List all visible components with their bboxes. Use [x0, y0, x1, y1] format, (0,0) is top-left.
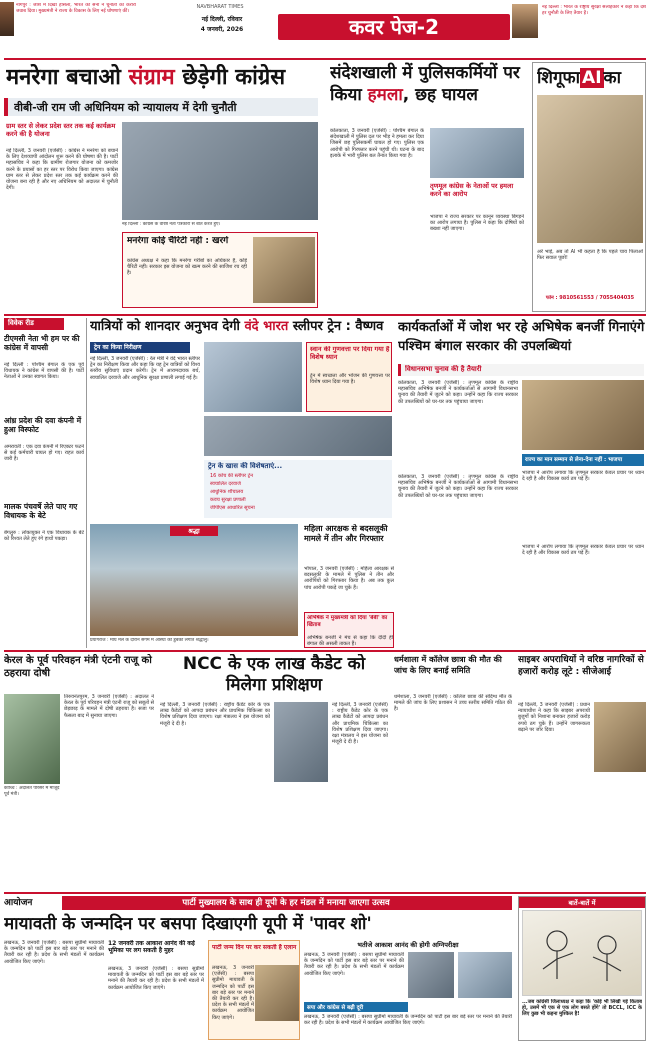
dharmshala-body: धर्मशाला, 3 जनवरी (एजेंसी) : कॉलेज छात्रा की संदिग्ध मौत के मामले की जांच के लिए प्रशासन ने उच्च स्तरीय समिति गठित की है। — [394, 694, 512, 713]
vandebharat-body: नई दिल्ली, 3 जनवरी (एजेंसी) : रेल मंत्री ने वंदे भारत स्लीपर ट्रेन का निरीक्षण किया और कहा कि यह ट्रेन यात्रियों को विश्व स्तरीय सुविधाएं प्रदान करेगी। ट्रेन में आरामदायक बर्थ, स्वचालित दरवाजे और आधुनिक सुरक्षा प्रणाली लगाई गई है। — [90, 356, 200, 381]
cyber-photo — [594, 702, 646, 772]
masthead-right-blurb: नई दिल्ली : भारत के राष्ट्रीय सुरक्षा सलाहकार ने कहा कि देश हर चुनौती के लिए तैयार है। — [542, 5, 646, 16]
abhishek-photo — [522, 380, 644, 450]
aayojan-body: लखनऊ, 3 जनवरी (एजेंसी) : बसपा सुप्रीमो मायावती के जन्मदिन को पार्टी इस बार बड़े स्तर पर मनाने की तैयारी कर रही है। प्रदेश के सभी मंडलों में कार्यक्रम आयोजित किए जाएंगे। — [4, 940, 104, 965]
sandeshkhali-headline — [330, 62, 526, 120]
aayojan-strap: पार्टी मुख्यालय के साथ ही यूपी के हर मंडल में मनाया जाएगा उत्सव — [182, 898, 390, 908]
shigufa-title-c: का — [603, 68, 621, 88]
masthead-date: 4 जनवरी, 2026 — [200, 26, 244, 33]
story-crime — [304, 524, 394, 648]
masthead-left-photo — [0, 2, 14, 36]
aayojan-sub2: पार्टी जन्म दिन पर कर सकती है एलान — [212, 944, 297, 951]
mgnrega-subhead-bar — [4, 98, 318, 116]
inset-body: कांग्रेस अध्यक्ष ने कहा कि मनरेगा गरीबों का अधिकार है, कोई चैरिटी नहीं। सरकार इस योजना को खत्म करने की साजिश रच रही है। — [127, 258, 247, 277]
feature-3: कवच सुरक्षा प्रणाली — [210, 497, 246, 503]
mgnrega-headline-a: मनरेगा बचाओ — [6, 65, 129, 90]
abhishek-tag: विधानसभा चुनाव की है तैयारी — [405, 365, 482, 373]
vandebharat-features — [204, 460, 392, 518]
rule-3 — [4, 892, 646, 894]
shigufa-image — [537, 95, 643, 243]
vivek-body3: बेंगलुरु : लोकायुक्त ने एक विधायक के बेटे को रिश्वत लेते हुए रंगे हाथों पकड़ा। — [4, 530, 84, 543]
abhishek-headline: कार्यकर्ताओं में जोश भर रहे अभिषेक बनर्जी गिनाएंगे पश्चिम बंगाल सरकार की उपलब्धियां — [398, 320, 645, 354]
features-title: ट्रेन के खास की विशेषताएं... — [208, 462, 283, 470]
crime-box-body: अभिषेक बनर्जी ने मंच से कहा कि दीदी ही बंगाल की असली ताकत हैं। — [307, 635, 393, 648]
sandeshkhali-headline-c: , छह घायल — [402, 85, 478, 105]
shigufa-caption: अरे भाई, अब तो AI भी कहता है कि पहले चाय पिलाओ फिर सवाल पूछो! — [537, 249, 643, 262]
cyber-headline: साइबर अपराधियों ने वरिष्ठ नागरिकों से हजारों करोड़ लूटे : सीजेआई — [518, 655, 644, 677]
vandebharat-box — [306, 342, 392, 412]
mgnrega-headline — [6, 64, 321, 94]
vandebharat-box-title: स्वान की गुणवत्ता पर दिया गया है विशेष ध्यान — [310, 346, 390, 361]
ganga-photo — [90, 524, 298, 636]
mayawati-photo — [255, 965, 299, 1021]
sandeshkhali-headline-a: संदेशखाली में पुलिसकर्मियों पर किया — [330, 63, 520, 105]
aayojan-box-body: लखनऊ, 3 जनवरी (एजेंसी) : बसपा सुप्रीमो मायावती के जन्मदिन को पार्टी इस बार बड़े स्तर पर मनाने की तैयारी कर रही है। प्रदेश के सभी मंडलों में कार्यक्रम आयोजित किए जाएंगे। — [212, 965, 254, 1021]
mgnrega-body: नई दिल्ली, 3 जनवरी (एजेंसी) : कांग्रेस ने मनरेगा को बचाने के लिए देशव्यापी आंदोलन शुरू करने की घोषणा की है। पार्टी महासचिव ने कहा कि ग्रामीण रोजगार योजना को कमजोर करने के प्रयासों का हर स्तर पर विरोध किया जाएगा। कांग्रेस ग्राम स्तर से लेकर प्रदेश स्तर तक कई कार्यक्रम करने की योजना बना रही है और नए अधिनियम को अदालत में चुनौती देगी। — [6, 148, 118, 192]
cartoon-box — [518, 896, 646, 1041]
aayojan-sub3: भतीजे आकाश आनंद की होगी अग्निपरीक्षा — [357, 941, 459, 949]
ganga-photo-label: श्रद्धा — [170, 526, 218, 536]
story-mgnrega — [4, 62, 321, 312]
inset-photo — [253, 237, 315, 303]
masthead-rule — [4, 58, 646, 60]
masthead — [0, 0, 650, 56]
dharmshala-headline: धर्मशाला में कॉलेज छात्रा की मौत की जांच के लिए बनाई समिति — [394, 655, 502, 675]
abhishek-side-tag: राज्य का मान सम्मान से लेना-देना नहीं : भाजपा — [525, 457, 622, 463]
aayojan-right — [304, 940, 512, 1040]
aayojan-body-col4: लखनऊ, 3 जनवरी (एजेंसी) : बसपा सुप्रीमो मायावती के जन्मदिन को पार्टी इस बार बड़े स्तर पर मनाने की तैयारी कर रही है। प्रदेश के सभी मंडलों में कार्यक्रम आयोजित किए जाएंगे। — [304, 1014, 512, 1027]
kerala-photo — [4, 694, 60, 784]
vivek-head2: आंध्र प्रदेश की दवा कंपनी में हुआ विस्फोट — [4, 416, 82, 434]
shigufa-box — [532, 62, 646, 312]
abhishek-side-bar — [522, 454, 644, 466]
crime-body: भोपाल, 3 जनवरी (एजेंसी) : महिला आरक्षक से बदसलूकी के मामले में पुलिस ने तीन और आरोपियों को गिरफ्तार किया है। अब तक कुल पांच आरोपी पकड़े जा चुके हैं। — [304, 566, 394, 591]
shigufa-contact: फोन : 9810561553 / 7055404035 — [545, 295, 635, 301]
cartoon-title-bar — [519, 897, 645, 908]
sandeshkhali-headline-b: हमला — [367, 85, 403, 105]
masthead-left-blurb: नागपुर : जोश में दिखा हौसला, भारत की सेना ने चुनौती का करारा जवाब दिया। मुख्यमंत्री ने राज्य के विकास के लिए नई घोषणाएं कीं। — [16, 3, 136, 14]
shigufa-title — [537, 67, 645, 91]
aayojan-headline: मायावती के जन्मदिन पर बसपा दिखाएगी यूपी में 'पावर शो' — [4, 914, 372, 934]
aayojan-tag: आयोजन — [4, 898, 33, 908]
vandebharat-headline-a: यात्रियों को शानदार अनुभव देगी — [90, 319, 245, 334]
akash-photo-2 — [458, 952, 512, 998]
mgnrega-kicker: ग्राम स्तर से लेकर प्रदेश स्तर तक कई कार्यक्रम करने की है योजना — [6, 122, 116, 138]
abhishek-tag-bar — [398, 364, 644, 376]
ncc-body: नई दिल्ली, 3 जनवरी (एजेंसी) : राष्ट्रीय कैडेट कोर के एक लाख कैडेटों को आपदा प्रबंधन और प्राथमिक चिकित्सा का विशेष प्रशिक्षण दिया जाएगा। रक्षा मंत्रालय ने इस योजना को मंजूरी दे दी है। — [160, 702, 270, 727]
feature-0: 16 कोच की स्लीपर ट्रेन — [210, 473, 253, 479]
cartoon-drawing — [523, 911, 642, 996]
sandeshkhali-body2: भाजपा ने राज्य सरकार पर कानून व्यवस्था बिगड़ने का आरोप लगाया है। पुलिस ने कहा कि दोषियों को बख्शा नहीं जाएगा। — [430, 214, 524, 233]
masthead-title: कवर पेज-2 — [348, 16, 440, 38]
vandebharat-headline-b: वंदे भारत — [244, 319, 289, 334]
shigufa-title-b: AI — [582, 68, 602, 88]
ganga-photo-block — [90, 524, 298, 648]
story-cyber — [518, 654, 646, 890]
rule-2 — [4, 650, 646, 652]
aayojan-sub4: सपा और कांग्रेस से बढ़ी दूरी — [307, 1005, 364, 1011]
ncc-photo — [274, 702, 328, 782]
aayojan-box — [208, 940, 300, 1040]
aayojan-sub4-bar — [304, 1002, 408, 1012]
mgnrega-photo — [122, 122, 318, 220]
aayojan-body-col2: लखनऊ, 3 जनवरी (एजेंसी) : बसपा सुप्रीमो मायावती के जन्मदिन को पार्टी इस बार बड़े स्तर पर मनाने की तैयारी कर रही है। प्रदेश के सभी मंडलों में कार्यक्रम आयोजित किए जाएंगे। — [108, 966, 204, 991]
cartoon-image — [522, 910, 642, 996]
kerala-caption: कोच्चि : अदालत परिसर में मौजूद पूर्व मंत्री। — [4, 786, 60, 797]
sandeshkhali-photo — [430, 128, 524, 178]
shigufa-title-a: शिगूफा — [537, 68, 581, 88]
vivek-body2: अमरावती : एक दवा कंपनी में रिएक्टर फटने से कई कर्मचारी घायल हो गए। राहत कार्य जारी है। — [4, 444, 84, 463]
feature-2: आधुनिक शौचालय — [210, 489, 244, 495]
story-abhishek — [398, 318, 646, 648]
vivek-tag: विवेक रीड — [4, 318, 64, 330]
kerala-body: तिरुवनंतपुरम, 3 जनवरी (एजेंसी) : अदालत ने केरल के पूर्व परिवहन मंत्री एंटनी राजू को सबूतों से छेड़छाड़ के मामले में दोषी ठहराया है। सजा पर फैसला बाद में सुनाया जाएगा। — [64, 694, 154, 719]
vivek-head1: टीएमसी नेता भी हम पर की कांग्रेस में वापसी — [4, 334, 80, 352]
vandebharat-headline — [90, 318, 392, 338]
aayojan-body-col3: लखनऊ, 3 जनवरी (एजेंसी) : बसपा सुप्रीमो मायावती के जन्मदिन को पार्टी इस बार बड़े स्तर पर मनाने की तैयारी कर रही है। प्रदेश के सभी मंडलों में कार्यक्रम आयोजित किए जाएंगे। — [304, 952, 404, 977]
story-sandeshkhali — [330, 62, 526, 312]
vivek-column — [4, 318, 84, 648]
vandebharat-headline-c: स्लीपर ट्रेन : वैष्णव — [288, 319, 384, 334]
inset-title: मनरेगा कोई चैरिटी नहीं : खरगे — [127, 236, 229, 246]
akash-photo — [408, 952, 454, 998]
mgnrega-subhead: वीबी-जी राम जी अधिनियम को न्यायालय में देगी चुनौती — [14, 101, 237, 114]
cyber-body: नई दिल्ली, 3 जनवरी (एजेंसी) : प्रधान न्यायाधीश ने कहा कि साइबर अपराधी बुजुर्गों को निशाना बनाकर हजारों करोड़ रुपये ठग चुके हैं। उन्होंने जागरूकता बढ़ाने पर जोर दिया। — [518, 702, 590, 733]
vandebharat-photo2 — [204, 416, 392, 456]
mgnrega-photo-caption: नई दिल्ली : कांग्रेस के वरिष्ठ नेता पत्रकारों से बात करते हुए। — [122, 222, 221, 227]
ganga-caption: प्रयागराज : माघ मेले के दौरान संगम में आस्था की डुबकी लगाते श्रद्धालु। — [90, 638, 209, 643]
cartoon-caption: ...जब कांग्रेसी जिलाध्यक्ष ने कहा कि 'कोई भी लिखी गई किताब हो, उसमें भी एक से एक लोग बसते होंगे' तो BCCL, ICC के लिए कुछ भी कहना मुश्किल है! — [522, 999, 642, 1018]
masthead-date-line: नई दिल्ली, रविवार — [201, 16, 243, 23]
story-kerala — [4, 654, 154, 890]
mgnrega-headline-b: संग्राम — [128, 65, 175, 90]
abhishek-side-body-more: भाजपा ने आरोप लगाया कि तृणमूल सरकार केवल प्रचार पर ध्यान दे रही है और विकास कार्य ठप पड़े हैं। — [522, 544, 644, 557]
vivek-head3: मालक पंचवर्षे लेते पाए गए विधायक के बेटे — [4, 502, 78, 520]
masthead-paper-name: NAVBHARAT TIMES — [196, 4, 244, 10]
masthead-right-photo — [512, 4, 538, 38]
feature-4: जीपीएस आधारित सूचना — [210, 505, 255, 511]
masthead-title-bar — [278, 14, 510, 40]
sandeshkhali-body: कोलकाता, 3 जनवरी (एजेंसी) : पश्चिम बंगाल के संदेशखाली में पुलिस दल पर भीड़ ने हमला कर दिया जिसमें छह पुलिसकर्मी घायल हो गए। पुलिस एक आरोपी को गिरफ्तार करने पहुंची थी। घटना के बाद इलाके में भारी पुलिस बल तैनात किया गया है। — [330, 128, 424, 159]
vivek-body1: नई दिल्ली : पश्चिम बंगाल के एक पूर्व विधायक ने कांग्रेस में वापसी की है। पार्टी नेताओं ने उनका स्वागत किया। — [4, 362, 84, 381]
story-dharmshala — [394, 654, 512, 890]
story-aayojan — [4, 896, 512, 1041]
aayojan-sub1: 12 जनवरी तक आकाश आनंद की कई भूमिका पर लग सकती है मुहर — [108, 940, 195, 954]
rule-1 — [4, 314, 646, 316]
crime-headline: महिला आरक्षक से बदसलूकी मामले में तीन और गिरफ्तार — [304, 524, 388, 543]
story-vandebharat — [90, 318, 392, 520]
abhishek-side-body: भाजपा ने आरोप लगाया कि तृणमूल सरकार केवल प्रचार पर ध्यान दे रही है और विकास कार्य ठप पड़े हैं। — [522, 470, 644, 483]
sandeshkhali-sub-kicker: तृणमूल कांग्रेस के नेताओं पर हमला करने का आरोप — [430, 182, 514, 198]
mgnrega-inset — [122, 232, 318, 308]
abhishek-body-more: कोलकाता, 3 जनवरी (एजेंसी) : तृणमूल कांग्रेस के राष्ट्रीय महासचिव अभिषेक बनर्जी ने कार्यकर्ताओं से आगामी विधानसभा चुनाव की तैयारी में जुटने को कहा। उन्होंने कहा कि राज्य सरकार की उपलब्धियों को घर-घर तक पहुंचाया जाएगा। — [398, 474, 518, 499]
aayojan-strap-bar — [62, 896, 512, 910]
crime-box-title: अभिषेक ने मुख्यमंत्री को दिया 'बेबी' का खिताब — [307, 615, 388, 628]
vline-1 — [86, 318, 87, 648]
kerala-headline: केरल के पूर्व परिवहन मंत्री एंटनी राजू को ठहराया दोषी — [4, 655, 152, 679]
cartoon-title: बातें-बातें में — [568, 899, 596, 907]
vandebharat-box-body: ट्रेन में स्वच्छता और भोजन की गुणवत्ता पर विशेष ध्यान दिया गया है। — [310, 373, 390, 386]
vandebharat-tag: ट्रेन का किया निरीक्षण — [90, 342, 190, 353]
story-ncc — [160, 654, 388, 890]
crime-box — [304, 612, 394, 648]
ncc-headline: NCC के एक लाख कैडेट को मिलेगा प्रशिक्षण — [182, 654, 366, 695]
feature-1: स्वचालित दरवाजे — [210, 481, 241, 487]
vandebharat-photo — [204, 342, 302, 412]
mgnrega-headline-c: छेड़ेगी कांग्रेस — [174, 65, 286, 90]
abhishek-body: कोलकाता, 3 जनवरी (एजेंसी) : तृणमूल कांग्रेस के राष्ट्रीय महासचिव अभिषेक बनर्जी ने कार्यकर्ताओं से आगामी विधानसभा चुनाव की तैयारी में जुटने को कहा। उन्होंने कहा कि राज्य सरकार की उपलब्धियों को घर-घर तक पहुंचाया जाएगा। — [398, 380, 518, 405]
ncc-body-more: नई दिल्ली, 3 जनवरी (एजेंसी) : राष्ट्रीय कैडेट कोर के एक लाख कैडेटों को आपदा प्रबंधन और प्राथमिक चिकित्सा का विशेष प्रशिक्षण दिया जाएगा। रक्षा मंत्रालय ने इस योजना को मंजूरी दे दी है। — [332, 702, 388, 746]
